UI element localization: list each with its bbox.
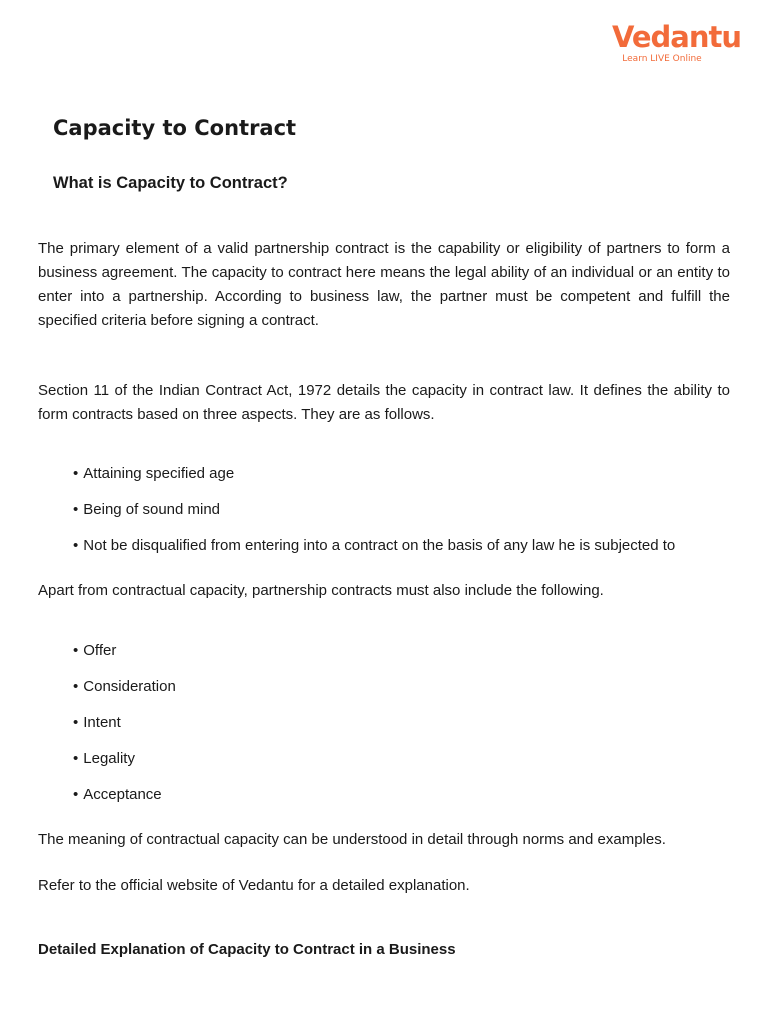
list-item: • Being of sound mind — [73, 500, 733, 536]
page-title: Capacity to Contract — [53, 116, 297, 140]
logo-wordmark: Vedantu — [612, 20, 742, 54]
list-item: • Consideration — [73, 677, 733, 713]
contract-elements-intro: Apart from contractual capacity, partnership contracts must also include the following. — [38, 582, 604, 599]
list-item: • Legality — [73, 749, 733, 785]
meaning-paragraph: The meaning of contractual capacity can be understood in detail through norms and examples. — [38, 831, 666, 848]
detailed-explanation-heading: Detailed Explanation of Capacity to Contract in a Business — [38, 941, 456, 958]
list-item: • Not be disqualified from entering into a contract on the basis of any law he is subjected to — [73, 536, 733, 572]
reference-paragraph: Refer to the official website of Vedantu for a detailed explanation. — [38, 877, 470, 894]
capacity-aspects-list — [73, 464, 733, 572]
list-item: • Intent — [73, 713, 733, 749]
list-item: • Acceptance — [73, 785, 733, 821]
intro-paragraph: The primary element of a valid partnership contract is the capability or eligibility of partners to form a business agreement. The capacity to contract here means the legal ability of an individual or an entity to enter into a partnership. According to business law, the partner must be competent and fulfill the specified criteria before signing a contract. — [38, 240, 730, 329]
contract-elements-list — [73, 641, 733, 821]
section-11-paragraph: Section 11 of the Indian Contract Act, 1972 details the capacity in contract law. It defines the ability to form contracts based on three aspects. They are as follows. — [38, 382, 730, 423]
list-item: • Attaining specified age — [73, 464, 733, 500]
list-item: • Offer — [73, 641, 733, 677]
logo-tagline: Learn LIVE Online — [622, 54, 702, 64]
vedantu-logo — [612, 20, 742, 64]
section-heading: What is Capacity to Contract? — [53, 174, 288, 192]
